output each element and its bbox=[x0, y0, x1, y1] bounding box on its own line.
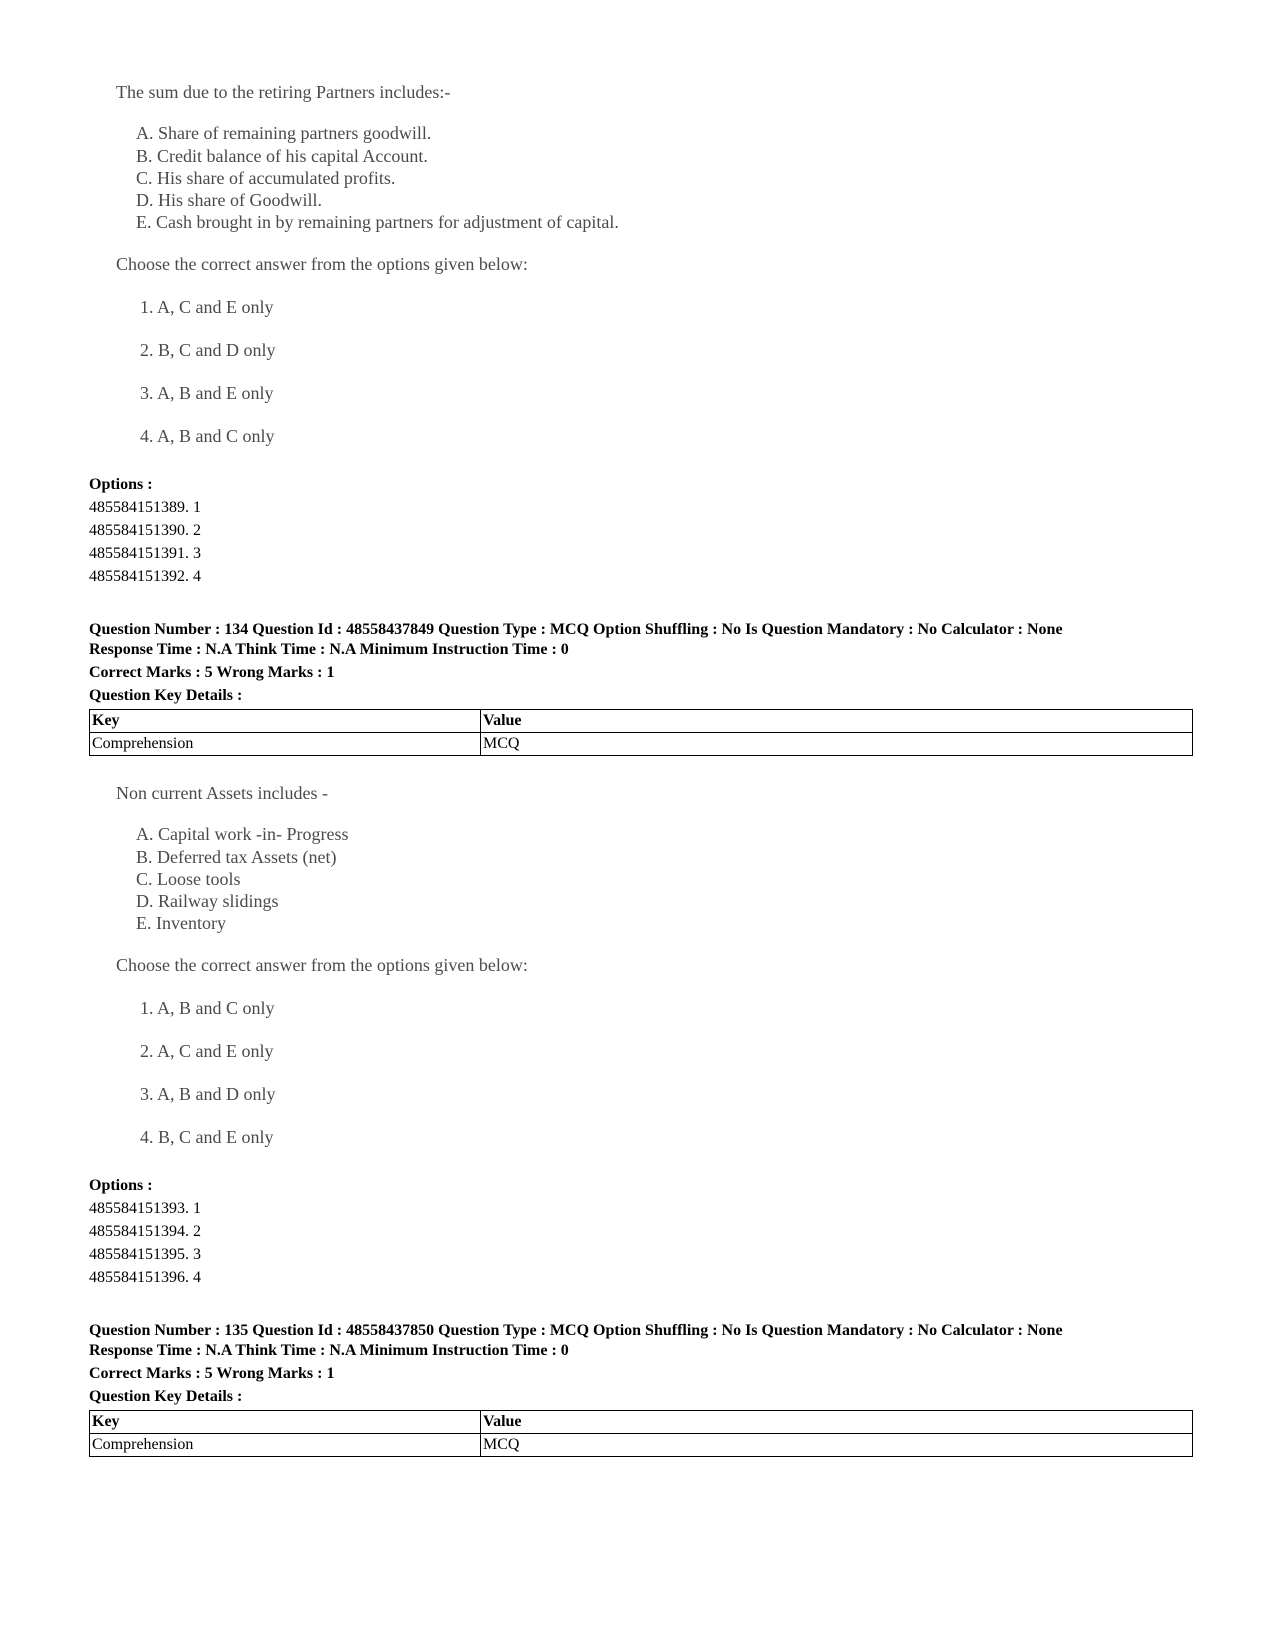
table-cell-key: Comprehension bbox=[90, 733, 481, 756]
q134-marks: Correct Marks : 5 Wrong Marks : 1 bbox=[89, 664, 335, 681]
q134-instruction: Choose the correct answer from the options given below: bbox=[116, 955, 528, 975]
q135-key-details-table bbox=[89, 1410, 1193, 1457]
q133-option-4: 485584151392. 4 bbox=[89, 568, 201, 585]
q134-statement-d: D. Railway slidings bbox=[136, 891, 279, 911]
q134-option-4: 485584151396. 4 bbox=[89, 1269, 201, 1286]
table-header-row bbox=[90, 710, 1193, 733]
q133-options-title: Options : bbox=[89, 476, 153, 493]
q134-choice-2: 2. A, C and E only bbox=[140, 1041, 274, 1061]
q134-key-details-table bbox=[89, 709, 1193, 756]
q134-choice-3: 3. A, B and D only bbox=[140, 1084, 276, 1104]
q134-statement-c: C. Loose tools bbox=[136, 869, 241, 889]
table-cell-key: Comprehension bbox=[90, 1434, 481, 1457]
q133-instruction: Choose the correct answer from the options given below: bbox=[116, 254, 528, 274]
q133-statement-c: C. His share of accumulated profits. bbox=[136, 168, 396, 188]
table-row bbox=[90, 1434, 1193, 1457]
q133-option-1: 485584151389. 1 bbox=[89, 499, 201, 516]
q133-choice-3: 3. A, B and E only bbox=[140, 383, 274, 403]
table-cell-value: MCQ bbox=[481, 1434, 1193, 1457]
q134-meta-line2: Response Time : N.A Think Time : N.A Minimum Instruction Time : 0 bbox=[89, 641, 569, 658]
q134-key-details-title: Question Key Details : bbox=[89, 687, 243, 704]
q133-statement-b: B. Credit balance of his capital Account. bbox=[136, 146, 428, 166]
q133-choice-2: 2. B, C and D only bbox=[140, 340, 276, 360]
q133-statement-e: E. Cash brought in by remaining partners for adjustment of capital. bbox=[136, 212, 619, 232]
q134-choice-4: 4. B, C and E only bbox=[140, 1127, 274, 1147]
q134-statement-a: A. Capital work -in- Progress bbox=[136, 824, 349, 844]
table-header-row bbox=[90, 1411, 1193, 1434]
q135-meta-line2: Response Time : N.A Think Time : N.A Minimum Instruction Time : 0 bbox=[89, 1342, 569, 1359]
q133-option-3: 485584151391. 3 bbox=[89, 545, 201, 562]
table-cell-value: MCQ bbox=[481, 733, 1193, 756]
q134-option-2: 485584151394. 2 bbox=[89, 1223, 201, 1240]
q135-meta-line1: Question Number : 135 Question Id : 48558437850 Question Type : MCQ Option Shuffling : No Is Question Mandatory : No Calculator : None bbox=[89, 1322, 1063, 1339]
q134-statement-b: B. Deferred tax Assets (net) bbox=[136, 847, 337, 867]
q135-marks: Correct Marks : 5 Wrong Marks : 1 bbox=[89, 1365, 335, 1382]
table-row bbox=[90, 733, 1193, 756]
table-header-key: Key bbox=[90, 710, 481, 733]
q133-statement-a: A. Share of remaining partners goodwill. bbox=[136, 123, 432, 143]
q135-key-details-title: Question Key Details : bbox=[89, 1388, 243, 1405]
q134-meta-line1: Question Number : 134 Question Id : 48558437849 Question Type : MCQ Option Shuffling : No Is Question Mandatory : No Calculator : None bbox=[89, 621, 1063, 638]
q133-choice-1: 1. A, C and E only bbox=[140, 297, 274, 317]
q133-statement-d: D. His share of Goodwill. bbox=[136, 190, 322, 210]
q134-statement-e: E. Inventory bbox=[136, 913, 226, 933]
table-header-value: Value bbox=[481, 1411, 1193, 1434]
q133-stem: The sum due to the retiring Partners includes:- bbox=[116, 82, 451, 102]
table-header-value: Value bbox=[481, 710, 1193, 733]
q134-stem: Non current Assets includes - bbox=[116, 783, 328, 803]
q134-options-title: Options : bbox=[89, 1177, 153, 1194]
q133-option-2: 485584151390. 2 bbox=[89, 522, 201, 539]
q134-option-1: 485584151393. 1 bbox=[89, 1200, 201, 1217]
q133-choice-4: 4. A, B and C only bbox=[140, 426, 275, 446]
q134-option-3: 485584151395. 3 bbox=[89, 1246, 201, 1263]
q134-choice-1: 1. A, B and C only bbox=[140, 998, 275, 1018]
table-header-key: Key bbox=[90, 1411, 481, 1434]
